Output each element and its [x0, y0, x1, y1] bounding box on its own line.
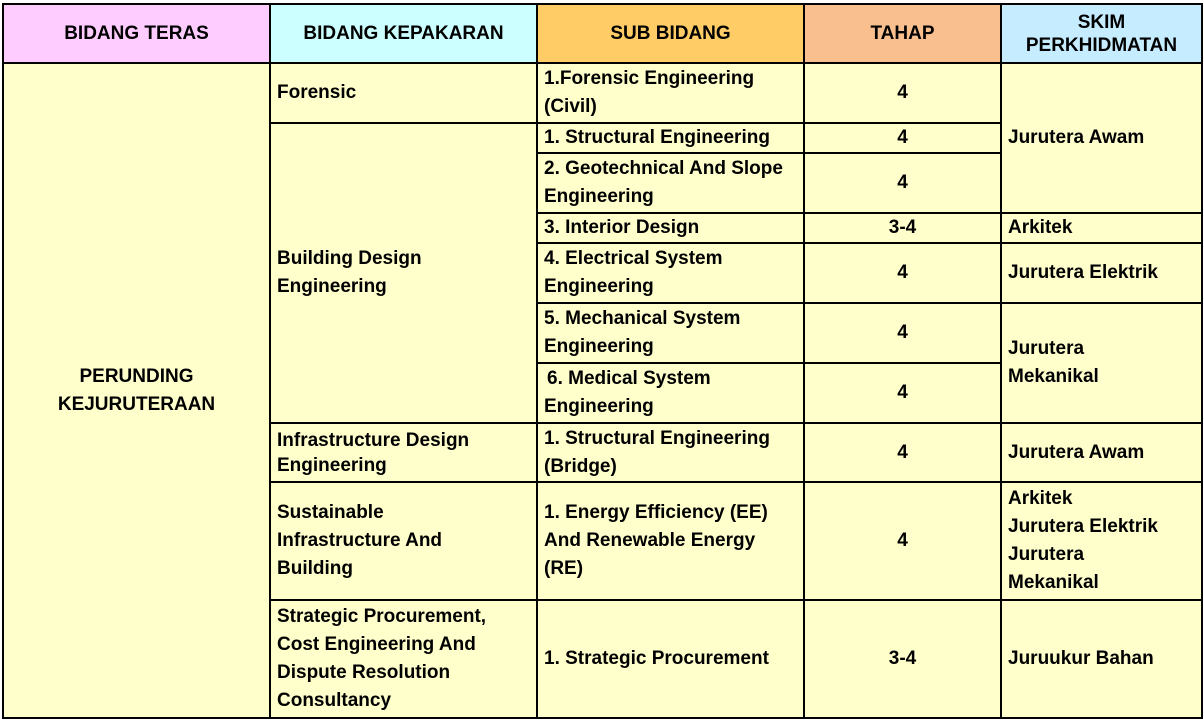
- sub-bidang-structural: 1. Structural Engineering: [537, 123, 804, 153]
- skim-jurutera-mekanikal: [1001, 303, 1202, 423]
- header-bidang-teras: BIDANG TERAS: [3, 4, 270, 63]
- kepakaran-sustainable-label: Sustainable Infrastructure And Building: [277, 502, 443, 579]
- tahap-cell: 4: [804, 363, 1001, 423]
- sub-bidang-forensic-civil: 1.Forensic Engineering (Civil): [537, 63, 804, 123]
- table-row: [3, 63, 1202, 123]
- sub-bidang-mechanical: 5. Mechanical System Engineering: [537, 303, 804, 363]
- sub-bidang-interior: 3. Interior Design: [537, 213, 804, 243]
- tahap-cell: 4: [804, 303, 1001, 363]
- skim-jurutera-awam-2: Jurutera Awam: [1001, 423, 1202, 482]
- header-bidang-kepakaran: BIDANG KEPAKARAN: [270, 4, 537, 63]
- skim-arkitek: Arkitek: [1001, 213, 1202, 243]
- skim-mekanikal-label: Jurutera Mekanikal: [1008, 338, 1099, 387]
- kepakaran-strategic: [270, 600, 537, 718]
- sub-bidang-energy: [537, 482, 804, 600]
- skim-sustainable: [1001, 482, 1202, 600]
- tahap-cell: 4: [804, 423, 1001, 482]
- kepakaran-building-design: [270, 123, 537, 423]
- tahap-cell: 4: [804, 63, 1001, 123]
- skim-arkitek-2: Arkitek: [1008, 488, 1073, 509]
- tahap-cell: 4: [804, 243, 1001, 303]
- bidang-teras-cell: [3, 63, 270, 718]
- kepakaran-infrastructure: Infrastructure Design Engineering: [270, 423, 537, 482]
- tahap-cell: 4: [804, 123, 1001, 153]
- skim-jurutera-mekanikal-2: Jurutera Mekanikal: [1008, 544, 1099, 593]
- header-sub-bidang: SUB BIDANG: [537, 4, 804, 63]
- sub-bidang-procurement: 1. Strategic Procurement: [537, 600, 804, 718]
- tahap-cell: 3-4: [804, 600, 1001, 718]
- skim-table: [2, 3, 1203, 719]
- kepakaran-sustainable: [270, 482, 537, 600]
- bidang-teras-label: PERUNDING KEJURUTERAAN: [57, 365, 216, 415]
- header-skim-perkhidmatan: [1001, 4, 1202, 63]
- skim-jurutera-elektrik-2: Jurutera Elektrik: [1008, 516, 1158, 537]
- sub-bidang-medical: [537, 363, 804, 423]
- sub-bidang-energy-label: 1. Energy Efficiency (EE) And Renewable Energy (RE): [544, 502, 768, 579]
- kepakaran-strategic-label: Strategic Procurement, Cost Engineering And Dispute Resolution Consultancy: [277, 606, 487, 711]
- header-tahap: TAHAP: [804, 4, 1001, 63]
- sub-bidang-electrical: 4. Electrical System Engineering: [537, 243, 804, 303]
- header-row: [3, 4, 1202, 63]
- header-skim-label: SKIM PERKHIDMATAN: [1025, 11, 1178, 56]
- tahap-cell: 4: [804, 153, 1001, 213]
- kepakaran-building-label: Building Design Engineering: [277, 248, 422, 297]
- sub-bidang-bridge: 1. Structural Engineering (Bridge): [537, 423, 804, 482]
- tahap-cell: 4: [804, 482, 1001, 600]
- skim-juruukur-bahan: Juruukur Bahan: [1001, 600, 1202, 718]
- sub-bidang-medical-label: 6. Medical System Engineering: [544, 368, 711, 417]
- tahap-cell: 3-4: [804, 213, 1001, 243]
- kepakaran-forensic: Forensic: [270, 63, 537, 123]
- skim-jurutera-awam: Jurutera Awam: [1001, 63, 1202, 213]
- sub-bidang-geotechnical: 2. Geotechnical And Slope Engineering: [537, 153, 804, 213]
- skim-jurutera-elektrik: Jurutera Elektrik: [1001, 243, 1202, 303]
